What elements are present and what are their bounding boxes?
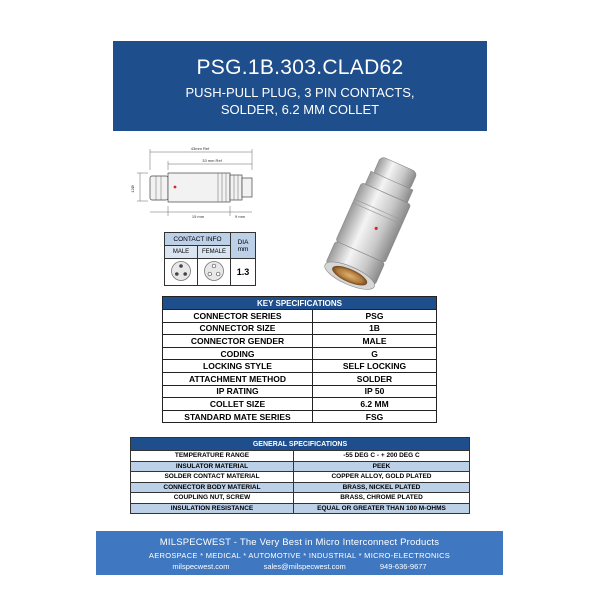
spec-label: TEMPERATURE RANGE: [131, 451, 294, 462]
general-specs-title: GENERAL SPECIFICATIONS: [131, 438, 470, 451]
spec-label: CONNECTOR SERIES: [163, 310, 313, 323]
spec-label: COLLET SIZE: [163, 398, 313, 411]
general-specs-table: [130, 437, 470, 514]
spec-value: PSG: [313, 310, 437, 323]
email-link[interactable]: sales@milspecwest.com: [263, 562, 346, 571]
dia-header: [231, 233, 256, 259]
table-row: [163, 360, 437, 373]
spec-value: 1B: [313, 322, 437, 335]
table-row: [131, 503, 470, 514]
spec-value: BRASS, CHROME PLATED: [294, 493, 470, 504]
table-row: [163, 335, 437, 348]
key-specs-title: KEY SPECIFICATIONS: [163, 297, 437, 310]
spec-value: 6.2 MM: [313, 398, 437, 411]
description-line-1: PUSH-PULL PLUG, 3 PIN CONTACTS,: [185, 85, 415, 100]
spec-value: -55 DEG C - + 200 DEG C: [294, 451, 470, 462]
footer-tagline: MILSPECWEST - The Very Best in Micro Interconnect Products: [159, 537, 440, 548]
spec-value: COPPER ALLOY, GOLD PLATED: [294, 472, 470, 483]
spec-label: ATTACHMENT METHOD: [163, 372, 313, 385]
male-pin-icon: [170, 260, 192, 282]
spec-label: CODING: [163, 347, 313, 360]
spec-value: IP 50: [313, 385, 437, 398]
spec-label: INSULATOR MATERIAL: [131, 461, 294, 472]
description-line-2: SOLDER, 6.2 MM COLLET: [220, 102, 380, 117]
spec-label: CONNECTOR GENDER: [163, 335, 313, 348]
spec-label: SOLDER CONTACT MATERIAL: [131, 472, 294, 483]
table-row: [131, 451, 470, 462]
table-row: [163, 398, 437, 411]
spec-value: FSG: [313, 410, 437, 423]
table-row: [163, 347, 437, 360]
table-row: [163, 385, 437, 398]
table-row: [163, 372, 437, 385]
dia-label: DIA: [237, 238, 249, 246]
spec-label: CONNECTOR BODY MATERIAL: [131, 482, 294, 493]
table-row: [163, 410, 437, 423]
contact-info-title: CONTACT INFO: [165, 233, 231, 246]
contact-info-table: [164, 232, 256, 286]
dimension-drawing: [130, 140, 260, 226]
dia-value: 1.3: [231, 259, 256, 286]
female-pin-icon: [203, 260, 225, 282]
phone-number: 949-636-9677: [379, 562, 427, 571]
footer-industries: AEROSPACE * MEDICAL * AUTOMOTIVE * INDUSTRIAL * MICRO-ELECTRONICS: [148, 551, 451, 560]
footer-banner: [96, 531, 503, 575]
female-label: FEMALE: [198, 246, 231, 259]
footer-contact-line: [96, 562, 503, 571]
spec-value: EQUAL OR GREATER THAN 100 M-OHMS: [294, 503, 470, 514]
spec-value: MALE: [313, 335, 437, 348]
table-row: [163, 310, 437, 323]
male-pin-layout: [165, 259, 198, 286]
spec-label: CONNECTOR SIZE: [163, 322, 313, 335]
spec-label: COUPLING NUT, SCREW: [131, 493, 294, 504]
male-label: MALE: [165, 246, 198, 259]
spec-value: BRASS, NICKEL PLATED: [294, 482, 470, 493]
spec-value: SELF LOCKING: [313, 360, 437, 373]
website-link[interactable]: milspecwest.com: [172, 562, 230, 571]
spec-label: INSULATION RESISTANCE: [131, 503, 294, 514]
connector-photo: [305, 150, 435, 310]
key-specs-table: [162, 296, 437, 423]
spec-value: PEEK: [294, 461, 470, 472]
table-row: [163, 322, 437, 335]
dim-rear-label: 9 mm: [235, 214, 245, 219]
spec-label: IP RATING: [163, 385, 313, 398]
dim-total-label: 43mm Ref: [190, 146, 210, 151]
spec-value: G: [313, 347, 437, 360]
dim-diameter-label: 12Ø: [130, 185, 135, 193]
female-pin-layout: [198, 259, 231, 286]
table-row: [131, 461, 470, 472]
table-row: [131, 493, 470, 504]
dia-unit: mm: [237, 245, 249, 253]
table-row: [131, 472, 470, 483]
spec-label: STANDARD MATE SERIES: [163, 410, 313, 423]
part-number: PSG.1B.303.CLAD62: [196, 56, 404, 79]
table-row: [131, 482, 470, 493]
title-banner: [113, 41, 487, 131]
spec-value: SOLDER: [313, 372, 437, 385]
spec-label: LOCKING STYLE: [163, 360, 313, 373]
dim-body-label: 33 mm Ref: [202, 158, 222, 163]
dim-front-label: 15 mm: [191, 214, 205, 219]
